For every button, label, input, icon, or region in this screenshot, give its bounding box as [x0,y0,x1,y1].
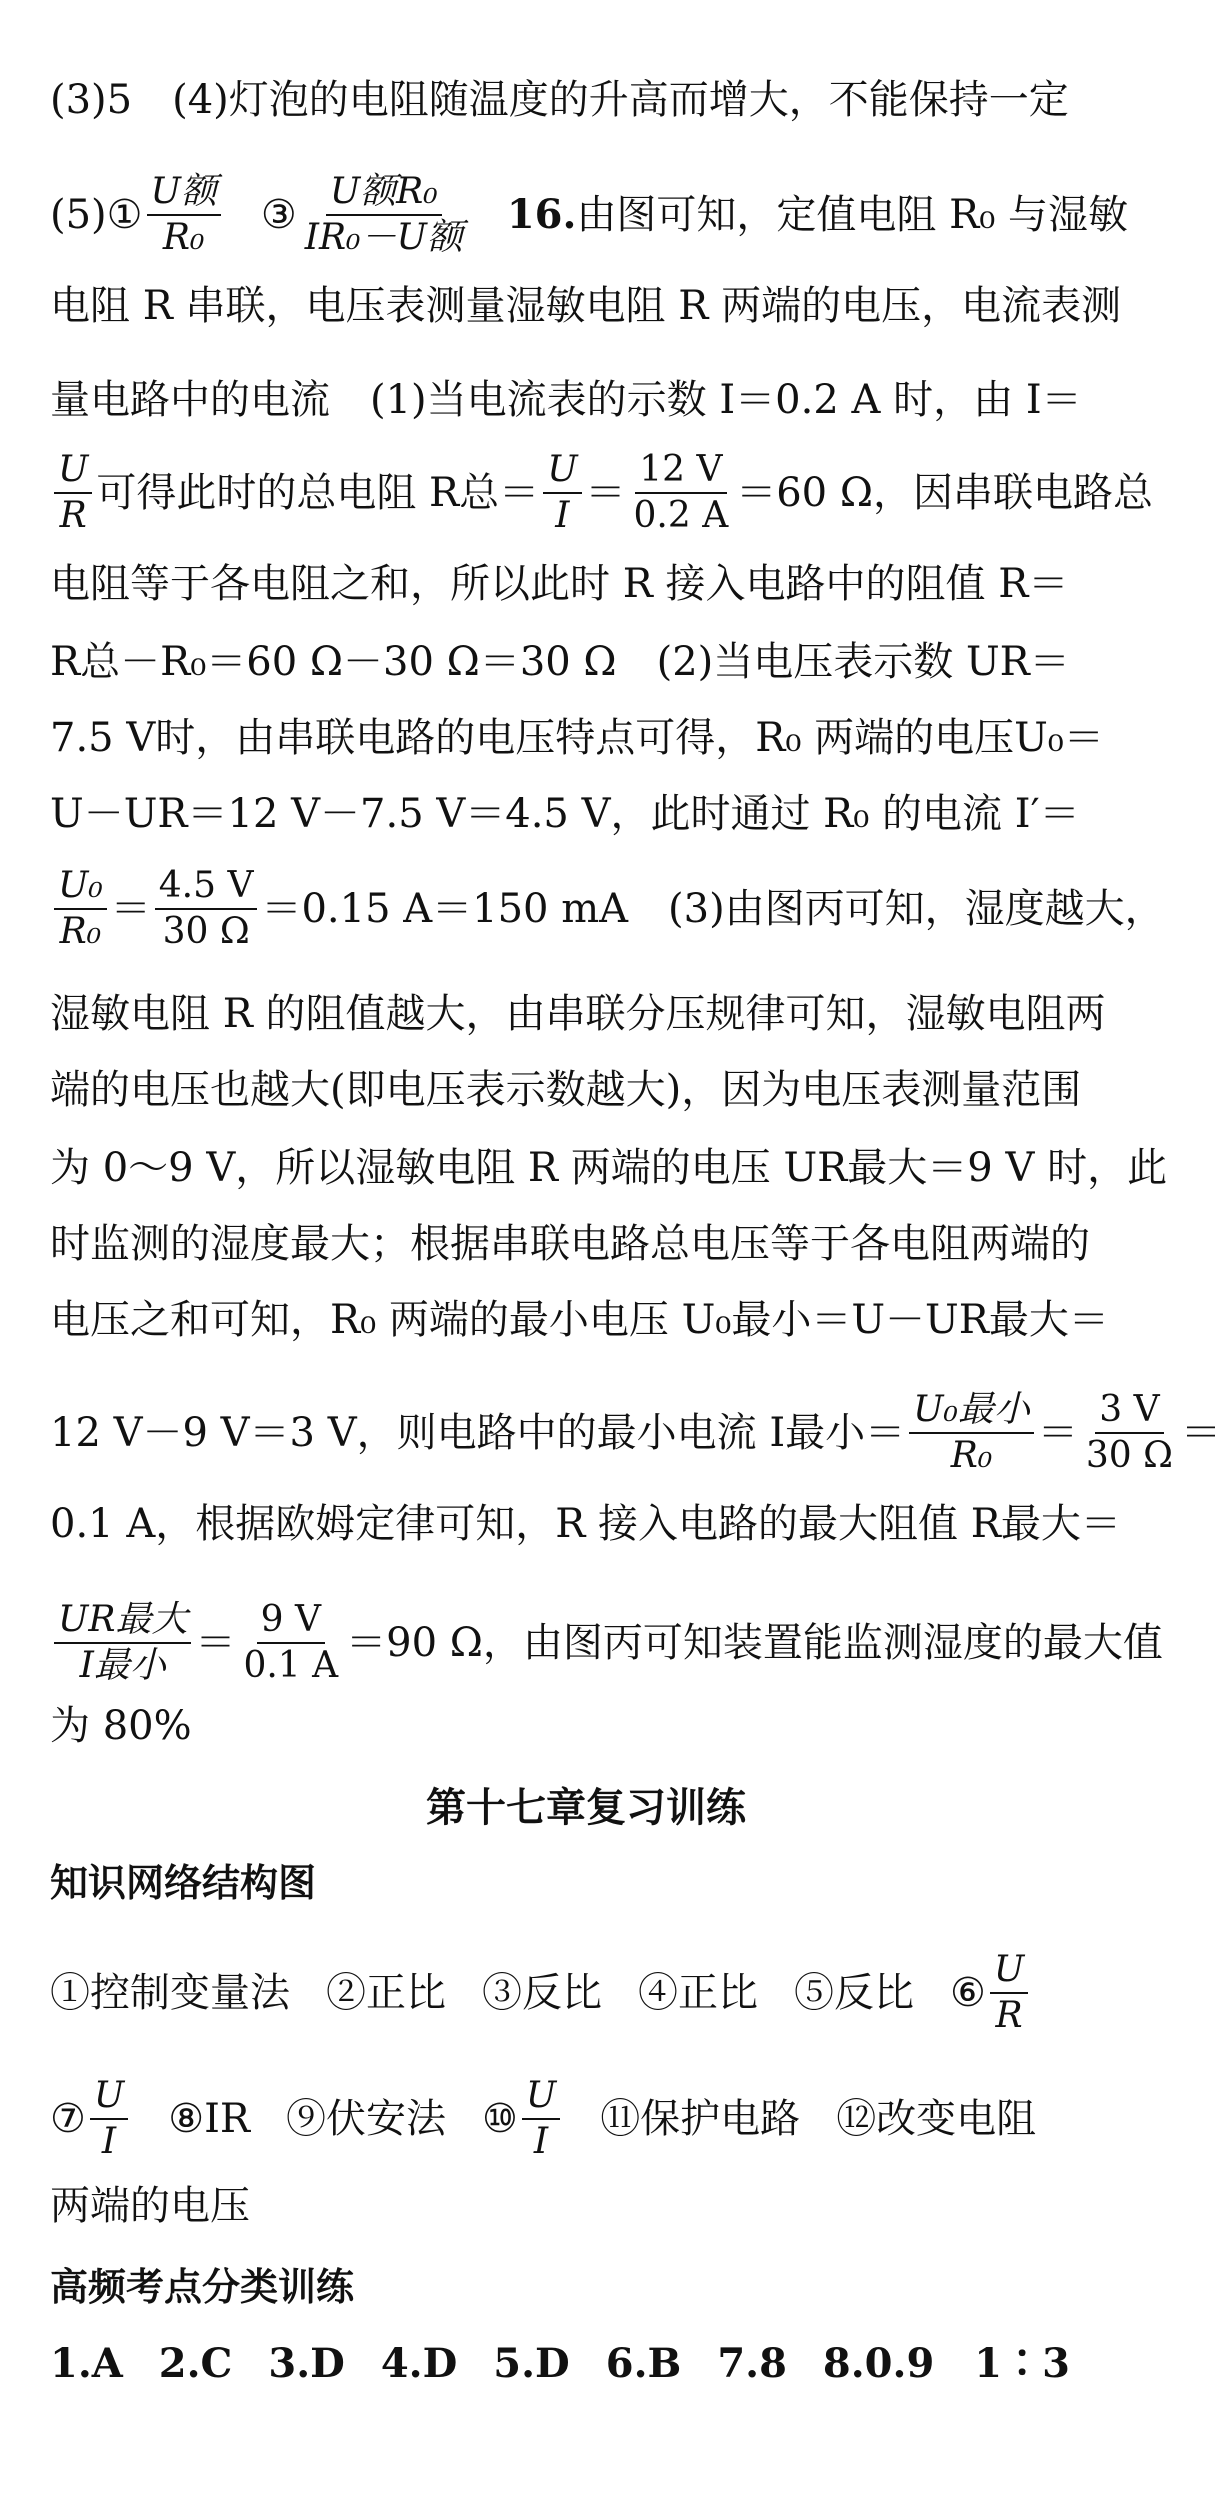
text-line-12 [50,1064,1132,1116]
fraction: $\frac{\text{UR最大}}{\text{I最小}}$ [54,1600,191,1686]
fraction: $\frac{\text{U额}}{\text{R₀}}$ [147,172,221,258]
fraction: $\frac{4.5 V}{30 \Omega}$ [155,866,258,952]
text: ⑫改变电阻 [836,2096,1037,2142]
text: ④正比 [638,1970,758,2016]
text-line-1 [50,74,1132,126]
text-line-16 [50,1389,1221,1476]
text-line-13 [50,1142,1168,1194]
answers-row [50,2338,1132,2390]
text-line-9 [50,788,1132,840]
text: ⑩ [481,2096,518,2142]
text: ③反比 [482,1970,602,2016]
answer: 4.D [380,2340,458,2387]
text-line-14 [50,1218,1132,1270]
text: ③ [260,192,297,238]
text: ①控制变量法 [50,1970,290,2016]
question-number: 16. [506,191,577,238]
text: ⑥ [950,1970,986,2016]
text-line-2 [50,172,1132,258]
fraction: $\frac{12 V}{0.2 A}$ [633,449,729,536]
text: 量电路中的电流 (1)当电流表的示数 I＝0.2 A 时，由 I＝ [50,377,1082,423]
text: ⑤反比 [794,1970,914,2016]
text: ⑧IR [168,2096,250,2142]
fraction: $\frac{\text{U₀最小}}{\text{R₀}}$ [909,1390,1034,1476]
fraction: $\frac{U}{I}$ [522,2076,560,2162]
text: 湿敏电阻 R 的阻值越大，由串联分压规律可知，湿敏电阻两 [50,991,1106,1037]
answer: 6.B [605,2340,682,2387]
text: 端的电压也越大(即电压表示数越大)，因为电压表测量范围 [50,1067,1082,1113]
text-line-8 [50,712,1132,764]
text-line-19 [50,1700,1132,1752]
text-line-17 [50,1498,1132,1550]
text-line-10 [50,865,1165,952]
fraction: $\frac{3 V}{30 \Omega}$ [1085,1389,1174,1476]
knowledge-row-3 [50,2180,1132,2232]
fraction: $\frac{\text{U额R₀}}{\text{IR₀－U额}}$ [304,171,463,258]
text: ②正比 [326,1970,446,2016]
text: 0.1 A，根据欧姆定律可知，R 接入电路的最大阻值 R最大＝ [50,1501,1121,1547]
text: 电压之和可知，R₀ 两端的最小电压 U₀最小＝U－UR最大＝ [50,1297,1109,1343]
fraction: $\frac{U}{R}$ [54,450,92,536]
knowledge-row-2 [50,2076,1132,2162]
text: 可得此时的总电阻 R总＝ [96,470,540,516]
chapter-title: 第十七章复习训练 [426,1785,746,1831]
fraction: $\frac{U}{R}$ [990,1950,1028,2036]
text: ＝ [110,886,151,932]
text: 由图可知，定值电阻 R₀ 与湿敏 [576,192,1129,238]
section-heading-high-frequency: 高频考点分类训练 [50,2265,355,2309]
answer: 3.D [268,2340,345,2387]
text-line-4 [50,374,1132,426]
text-line-18 [50,1599,1163,1686]
text: U－UR＝12 V－7.5 V＝4.5 V，此时通过 R₀ 的电流 I′＝ [50,791,1080,837]
text-line-11 [50,988,1132,1040]
text: (3)5 (4)灯泡的电阻随温度的升高而增大，不能保持一定 [50,77,1069,123]
fraction: $\frac{\text{U₀}}{\text{R₀}}$ [54,866,107,952]
text: 两端的电压 [50,2183,250,2229]
section-heading-knowledge-map: 知识网络结构图 [50,1861,317,1905]
text: ＝90 Ω，由图丙可知装置能监测湿度的最大值 [346,1620,1163,1666]
answer: 8.0.9 1∶3 [822,2340,1070,2387]
answer: 1.A [50,2340,123,2387]
text-line-5 [50,449,1154,536]
text: (5)① [50,192,143,238]
text: 7.5 V时，由串联电路的电压特点可得，R₀ 两端的电压U₀＝ [50,715,1104,761]
text: 电阻 R 串联，电压表测量湿敏电阻 R 两端的电压，电流表测 [50,283,1122,329]
text: ＝ [585,470,626,516]
text: 12 V－9 V＝3 V，则电路中的最小电流 I最小＝ [50,1410,906,1456]
fraction: $\frac{9 V}{0.1 A}$ [243,1599,339,1686]
text: ＝ [1037,1410,1078,1456]
fraction: $\frac{U}{I}$ [543,450,581,536]
text-line-6 [50,558,1132,610]
text: ＝0.15 A＝150 mA (3)由图丙可知，湿度越大， [261,886,1165,932]
text: ＝ [1181,1410,1221,1456]
text: 为 0～9 V，所以湿敏电阻 R 两端的电压 UR最大＝9 V 时，此 [50,1145,1168,1191]
text: ⑦ [50,2096,86,2142]
text: R总－R₀＝60 Ω－30 Ω＝30 Ω (2)当电压表示数 UR＝ [50,639,1070,685]
text: ＝60 Ω，因串联电路总 [736,470,1154,516]
answer: 7.8 [717,2340,787,2387]
fraction: $\frac{U}{I}$ [90,2076,128,2162]
knowledge-row-1 [50,1950,1132,2036]
text: ⑨伏安法 [285,2096,446,2142]
text-line-15 [50,1294,1132,1346]
answer: 2.C [158,2340,233,2387]
text: ⑪保护电路 [600,2096,801,2142]
text-line-3 [50,280,1132,332]
answer: 5.D [493,2340,570,2387]
text-line-7 [50,636,1132,688]
text: ＝ [195,1620,236,1666]
text: 电阻等于各电阻之和，所以此时 R 接入电路中的阻值 R＝ [50,561,1069,607]
text: 为 80% [50,1703,192,1749]
text: 时监测的湿度最大；根据串联电路总电压等于各电阻两端的 [50,1221,1090,1267]
